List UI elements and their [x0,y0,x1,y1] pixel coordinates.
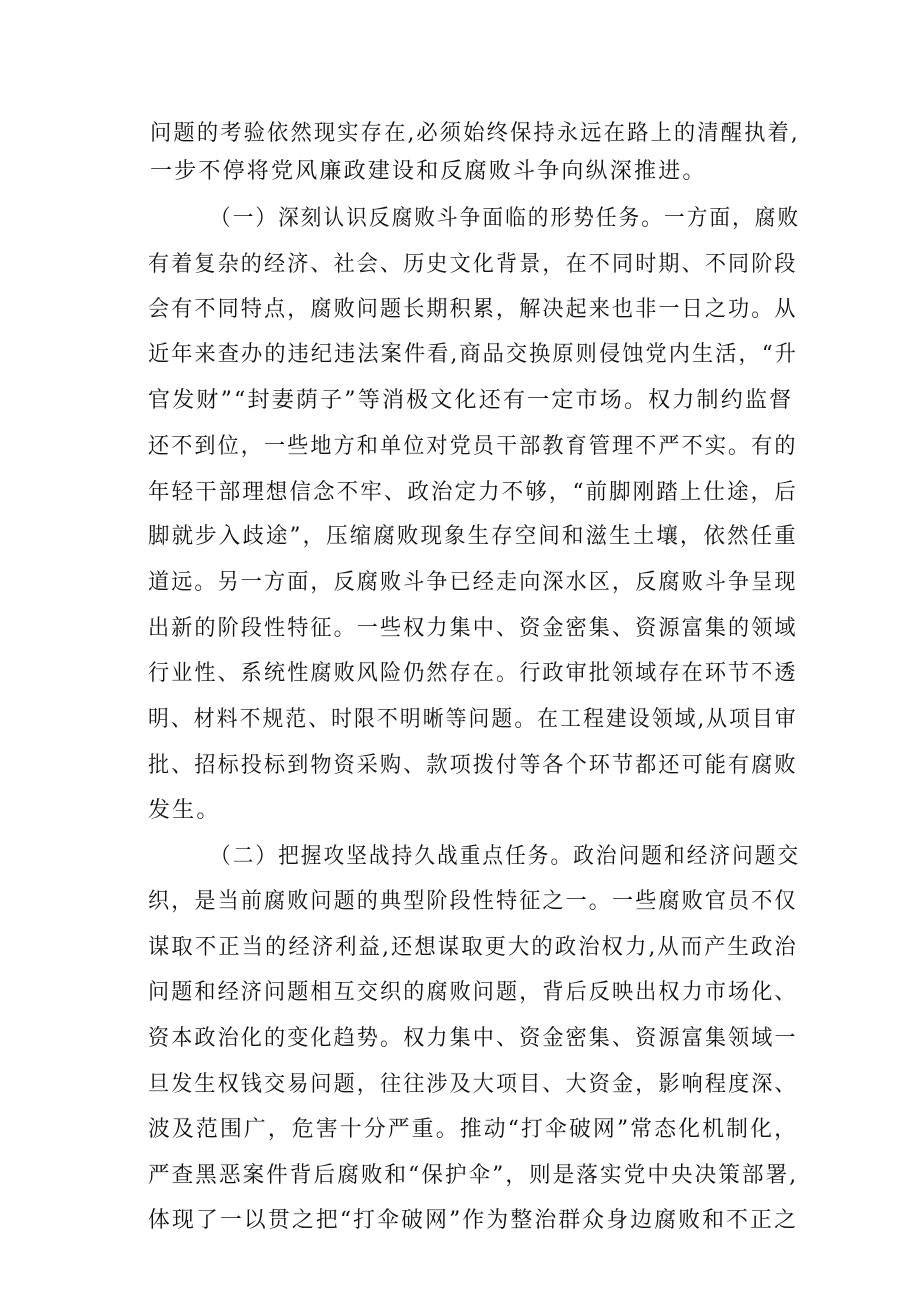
text-line: 年轻干部理想信念不牢、政治定力不够，“前脚刚踏上仕途，后 [148,480,798,505]
text-line: 批、招标投标到物资采购、款项拨付等各个环节都还可能有腐败 [148,753,798,778]
text-line: 问题的考验依然现实存在,必须始终保持永远在路上的清醒执着, [150,121,800,146]
text-line: 有着复杂的经济、社会、历史文化背景，在不同时期、不同阶段 [148,252,798,277]
text-line: 谋取不正当的经济利益,还想谋取更大的政治权力,从而产生政治 [148,935,798,960]
text-line: 旦发生权钱交易问题，往往涉及大项目、大资金，影响程度深、 [148,1072,798,1097]
text-line: 会有不同特点，腐败问题长期积累，解决起来也非一日之功。从 [148,297,798,322]
text-line: 行业性、系统性腐败风险仍然存在。行政审批领域存在环节不透 [148,661,798,686]
text-line: 严查黑恶案件背后腐败和“保护伞”，则是落实党中央决策部署, [148,1163,799,1188]
text-line: 脚就步入歧途”，压缩腐败现象生存空间和滋生土壤，依然任重 [148,524,798,549]
paragraph-1-start: （一）深刻认识反腐败斗争面临的形势任务。一方面，腐败 [210,206,801,231]
text-line: 织，是当前腐败问题的典型阶段性特征之一。一些腐败官员不仅 [148,889,798,914]
text-line: 波及范围广，危害十分严重。推动“打伞破网”常态化机制化， [148,1117,799,1142]
text-line: 明、材料不规范、时限不明晰等问题。在工程建设领域,从项目审 [148,707,798,732]
text-line: 体现了一以贯之把“打伞破网”作为整治群众身边腐败和不正之 [148,1208,799,1233]
text-line: 一步不停将党风廉政建设和反腐败斗争向纵深推进。 [150,159,707,184]
text-line: 问题和经济问题相互交织的腐败问题，背后反映出权力市场化、 [148,980,798,1005]
text-line: 资本政治化的变化趋势。权力集中、资金密集、资源富集领域一 [148,1026,798,1051]
text-line: 官发财”“封妻荫子”等消极文化还有一定市场。权力制约监督 [148,388,794,413]
text-line: 发生。 [148,798,221,823]
text-line: 出新的阶段性特征。一些权力集中、资金密集、资源富集的领域 [148,616,798,641]
text-line: 还不到位，一些地方和单位对党员干部教育管理不严不实。有的 [148,434,798,459]
text-line: 道远。另一方面，反腐败斗争已经走向深水区，反腐败斗争呈现 [148,570,798,595]
paragraph-2-start: （二）把握攻坚战持久战重点任务。政治问题和经济问题交 [210,844,801,869]
text-line: 近年来查办的违纪违法案件看,商品交换原则侵蚀党内生活，“升 [148,342,799,367]
